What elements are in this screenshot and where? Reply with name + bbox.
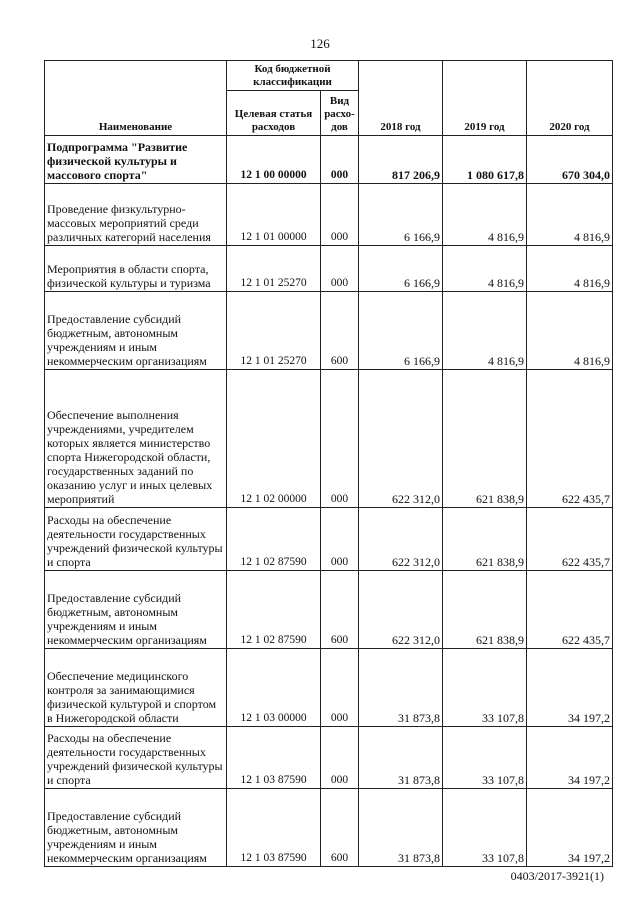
row-value-2019: 4 816,9 [443,246,527,292]
row-value-2020: 34 197,2 [527,789,613,867]
row-name: Мероприятия в области спорта, физической культуры и туризма [45,246,227,292]
row-expense-type: 600 [321,789,359,867]
row-target-article: 12 1 02 87590 [227,571,321,649]
row-value-2020: 670 304,0 [527,136,613,184]
table-row [45,292,613,370]
row-target-article: 12 1 02 00000 [227,370,321,508]
row-value-2020: 4 816,9 [527,184,613,246]
table-body [45,136,613,867]
row-expense-type: 000 [321,136,359,184]
row-name: Предоставление субсидий бюджетным, автономным учреждениям и иным некоммерческим организациям [45,571,227,649]
header-year-2018: 2018 год [359,61,443,136]
row-value-2018: 622 312,0 [359,370,443,508]
table-row [45,571,613,649]
row-name: Подпрограмма "Развитие физической культуры и массового спорта" [45,136,227,184]
row-expense-type: 000 [321,727,359,789]
row-value-2019: 4 816,9 [443,292,527,370]
row-value-2018: 31 873,8 [359,727,443,789]
header-year-2020: 2020 год [527,61,613,136]
row-value-2018: 6 166,9 [359,292,443,370]
budget-table [44,60,613,867]
row-value-2018: 31 873,8 [359,649,443,727]
row-expense-type: 000 [321,370,359,508]
row-value-2019: 1 080 617,8 [443,136,527,184]
row-name: Обеспечение выполнения учреждениями, учредителем которых является министерство спорта Нижегородской области, государственных заданий по оказанию услуг и иных целевых мероприятий [45,370,227,508]
row-value-2018: 6 166,9 [359,184,443,246]
row-expense-type: 000 [321,508,359,571]
row-value-2020: 622 435,7 [527,508,613,571]
row-value-2018: 6 166,9 [359,246,443,292]
row-target-article: 12 1 01 25270 [227,292,321,370]
row-expense-type: 600 [321,292,359,370]
row-value-2019: 621 838,9 [443,571,527,649]
row-value-2020: 4 816,9 [527,246,613,292]
row-value-2019: 33 107,8 [443,789,527,867]
row-target-article: 12 1 00 00000 [227,136,321,184]
row-value-2018: 817 206,9 [359,136,443,184]
header-budget-code: Код бюджетной классификации [227,61,359,91]
row-target-article: 12 1 01 00000 [227,184,321,246]
row-value-2018: 622 312,0 [359,508,443,571]
table-row [45,508,613,571]
row-name: Обеспечение медицинского контроля за занимающимися физической культурой и спортом в Нижегородской области [45,649,227,727]
row-expense-type: 000 [321,649,359,727]
header-expense-type: Вид расхо-дов [321,91,359,136]
header-target-article: Целевая статья расходов [227,91,321,136]
row-value-2020: 622 435,7 [527,571,613,649]
row-value-2019: 621 838,9 [443,370,527,508]
table-row [45,727,613,789]
table-row [45,136,613,184]
table-row [45,789,613,867]
row-target-article: 12 1 02 87590 [227,508,321,571]
header-name: Наименование [45,61,227,136]
row-value-2019: 621 838,9 [443,508,527,571]
row-name: Проведение физкультурно-массовых мероприятий среди различных категорий населения [45,184,227,246]
row-name: Расходы на обеспечение деятельности государственных учреждений физической культуры и спорта [45,508,227,571]
row-name: Предоставление субсидий бюджетным, автономным учреждениям и иным некоммерческим организациям [45,292,227,370]
row-value-2018: 31 873,8 [359,789,443,867]
header-year-2019: 2019 год [443,61,527,136]
row-value-2019: 4 816,9 [443,184,527,246]
row-value-2020: 34 197,2 [527,727,613,789]
row-value-2020: 622 435,7 [527,370,613,508]
row-expense-type: 600 [321,571,359,649]
row-value-2020: 34 197,2 [527,649,613,727]
row-target-article: 12 1 03 87590 [227,789,321,867]
row-value-2020: 4 816,9 [527,292,613,370]
row-name: Расходы на обеспечение деятельности государственных учреждений физической культуры и спорта [45,727,227,789]
table-row [45,184,613,246]
page-number: 126 [310,36,330,51]
row-expense-type: 000 [321,184,359,246]
row-target-article: 12 1 03 87590 [227,727,321,789]
table-row [45,246,613,292]
row-value-2019: 33 107,8 [443,649,527,727]
row-target-article: 12 1 03 00000 [227,649,321,727]
document-code: 0403/2017-3921(1) [510,869,604,883]
row-name: Предоставление субсидий бюджетным, автономным учреждениям и иным некоммерческим организациям [45,789,227,867]
row-target-article: 12 1 01 25270 [227,246,321,292]
row-value-2018: 622 312,0 [359,571,443,649]
row-value-2019: 33 107,8 [443,727,527,789]
row-expense-type: 000 [321,246,359,292]
table-row [45,370,613,508]
table-row [45,649,613,727]
